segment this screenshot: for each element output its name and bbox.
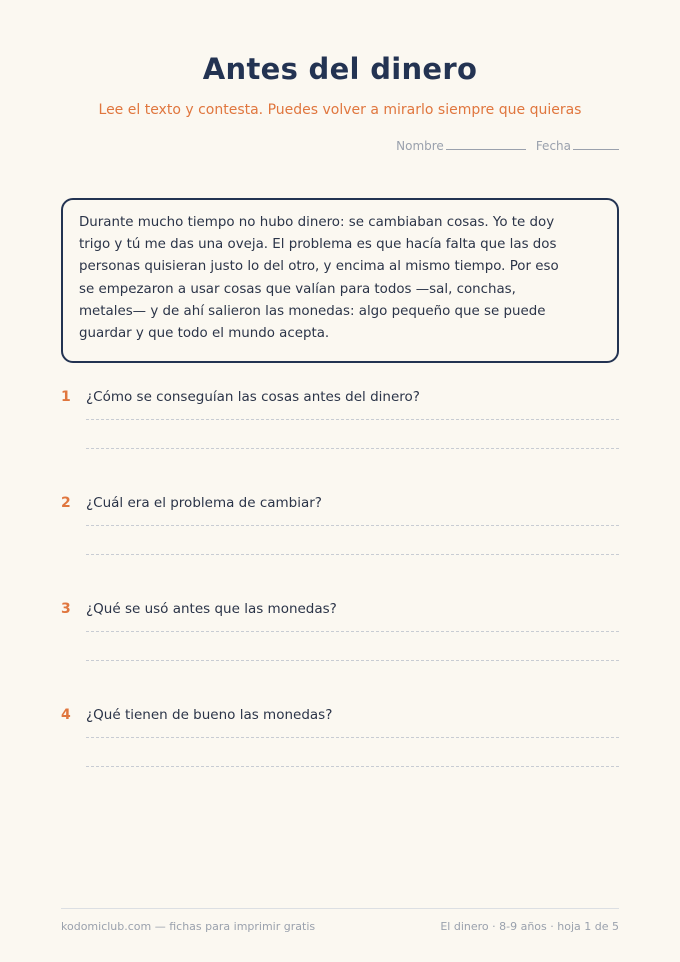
reading-line: Durante mucho tiempo no hubo dinero: se cambiaban cosas. Yo te doy	[79, 215, 555, 230]
date-field[interactable]	[536, 139, 619, 153]
answer-line[interactable]	[86, 448, 619, 449]
reading-line: trigo y tú me das una oveja. El problema es que hacía falta que las dos	[79, 237, 557, 253]
answer-line[interactable]	[86, 766, 619, 767]
question-text: ¿Qué se usó antes que las monedas?	[86, 601, 337, 617]
question-text: ¿Cómo se conseguían las cosas antes del dinero?	[86, 389, 420, 405]
instructions: Lee el texto y contesta. Puedes volver a mirarlo siempre que quieras	[98, 102, 582, 118]
date-label: Fecha	[535, 139, 571, 153]
answer-line[interactable]	[86, 631, 619, 632]
question-text: ¿Qué tienen de bueno las monedas?	[86, 707, 333, 723]
answer-line[interactable]	[86, 525, 619, 526]
question-text: ¿Cuál era el problema de cambiar?	[86, 495, 322, 511]
answer-line[interactable]	[86, 660, 619, 661]
reading-passage	[61, 198, 619, 363]
name-field[interactable]	[396, 139, 526, 153]
name-blank[interactable]	[446, 148, 526, 150]
question-number: 2	[61, 495, 71, 511]
question-number: 3	[61, 601, 71, 617]
page-title: Antes del dinero	[202, 52, 478, 86]
reading-line: personas quisieran justo lo del otro, y encima al mismo tiempo. Por eso	[79, 259, 559, 275]
name-date-fields	[396, 139, 619, 153]
answer-line[interactable]	[86, 737, 619, 738]
question-number: 1	[61, 389, 71, 405]
question-number: 4	[61, 707, 71, 723]
footer-sheet-info: El dinero · 8-9 años · hoja 1 de 5	[440, 920, 619, 933]
answer-line[interactable]	[86, 554, 619, 555]
name-label: Nombre	[396, 139, 444, 153]
reading-line: metales— y de ahí salieron las monedas: algo pequeño que se puede	[79, 303, 546, 319]
footer-site-credit: kodomiclub.com — fichas para imprimir gratis	[61, 920, 316, 933]
answer-line[interactable]	[86, 419, 619, 420]
reading-line: guardar y que todo el mundo acepta.	[79, 326, 330, 342]
date-blank[interactable]	[573, 148, 619, 150]
footer-divider	[61, 908, 619, 909]
reading-line: se empezaron a usar cosas que valían para todos —sal, conchas,	[79, 281, 516, 297]
